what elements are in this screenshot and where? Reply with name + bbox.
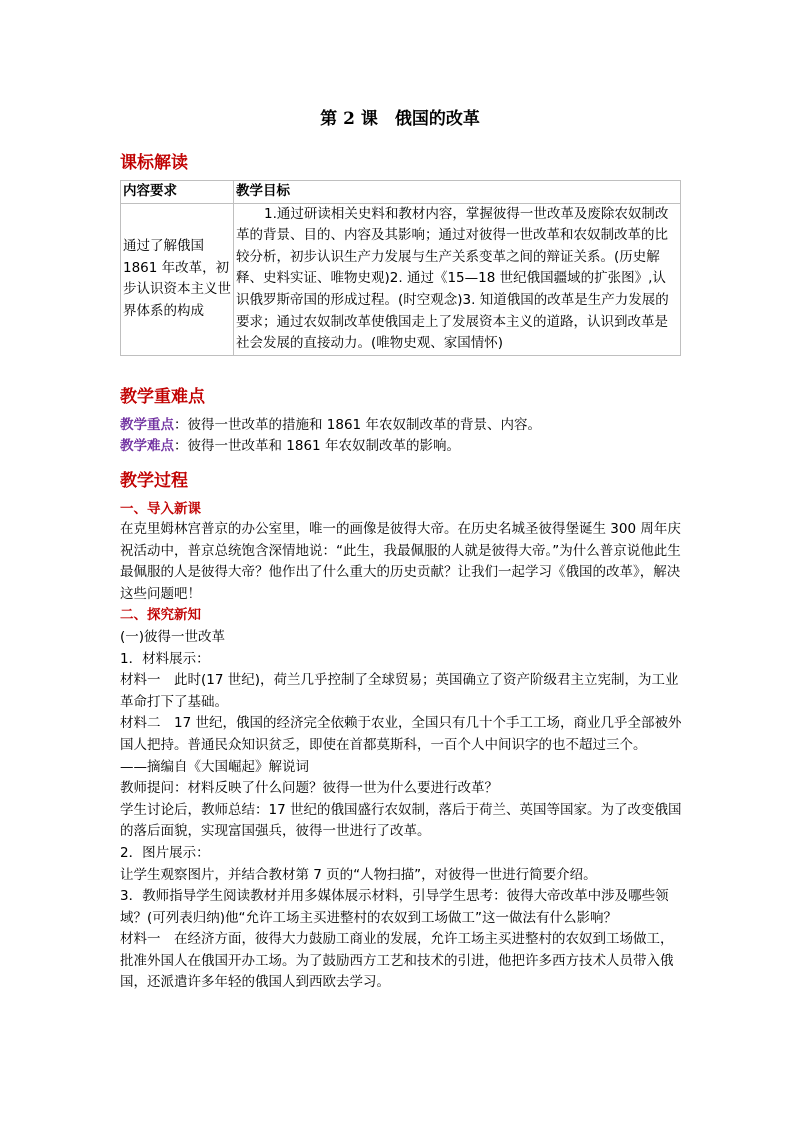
teaching-focus: [120, 415, 680, 435]
section-heading-keypoints: 教学重难点: [120, 387, 205, 407]
requirement-cell: 通过了解俄国 1861 年改革，初步认识资本主义世界体系的构成: [121, 203, 234, 355]
focus-text: ：彼得一世改革的措施和 1861 年农奴制改革的背景、内容。: [174, 417, 541, 433]
teacher-summary: 学生讨论后，教师总结：17 世纪的俄国盛行农奴制，落后于荷兰、英国等国家。为了改变俄国的落后面貌，实现富国强兵，彼得一世进行了改革。: [120, 801, 682, 840]
goals-text: 1.通过研读相关史料和教材内容，掌握彼得一世改革及废除农奴制改革的背景、目的、内容及其影响；通过对彼得一世改革和农奴制改革的比较分析，初步认识生产力发展与生产关系变革之间的辩证关系。(历史解释、史料实证、唯物史观)2. 通过《15—18 世纪俄国疆域的扩张图》,认识俄罗斯帝国的形成过程。(时空观念)3. 知道俄国的改革是生产力发展的要求；通过农奴制改革使俄国走上了发展资本主义的道路，认识到改革是社会发展的直接动力。(唯物史观、家国情怀): [236, 205, 669, 352]
step-material: 1．材料展示：: [120, 650, 210, 667]
table-header-goals: 教学目标: [234, 181, 681, 204]
process-body: [120, 519, 682, 994]
lesson-title: 第 2 课 俄国的改革: [320, 109, 480, 129]
step-guidance: 3．教师指导学生阅读教材并用多媒体展示材料，引导学生思考：彼得大帝改革中涉及哪些领域？(可列表归纳)他“允许工场主买进整村的农奴到工场做工”这一做法有什么影响？: [120, 888, 669, 926]
teacher-question: 教师提问：材料反映了什么问题？彼得一世为什么要进行改革？: [120, 780, 498, 797]
goals-cell: [234, 203, 681, 355]
material-one: 材料一 此时(17 世纪)，荷兰几乎控制了全球贸易；英国确立了资产阶级君主立宪制，为工业革命打下了基础。: [120, 672, 679, 710]
teaching-difficulty: [120, 436, 680, 456]
material-source: ——摘编自《大国崛起》解说词: [120, 758, 309, 775]
intro-paragraph: 在克里姆林宫普京的办公室里，唯一的画像是彼得大帝。在历史名城圣彼得堡诞生 300 周年庆祝活动中，普京总统饱含深情地说：“此生，我最佩服的人就是彼得大帝。”为什么普京说他此生最佩服的人是彼得大帝？他作出了什么重大的历史贡献？让我们一起学习《俄国的改革》，解决这些问题吧！: [120, 521, 681, 602]
subsection-peter: (一)彼得一世改革: [120, 628, 226, 645]
material-two: 材料二 17 世纪，俄国的经济完全依赖于农业，全国只有几十个手工工场，商业几乎全部被外国人把持。普通民众知识贫乏，即使在首都莫斯科，一百个人中间识字的也不超过三个。: [120, 715, 682, 753]
section-heading-standards: 课标解读: [120, 153, 188, 173]
difficulty-text: ：彼得一世改革和 1861 年农奴制改革的影响。: [174, 438, 460, 454]
picture-instruction: 让学生观察图片，并结合教材第 7 页的“人物扫描”，对彼得一世进行简要介绍。: [120, 866, 597, 883]
material-three: 材料一 在经济方面，彼得大力鼓励工商业的发展，允许工场主买进整村的农奴到工场做工，批准外国人在俄国开办工场。为了鼓励西方工艺和技术的引进，他把许多西方技术人员带入俄国，还派遣许多年轻的俄国人到西欧去学习。: [120, 931, 674, 991]
table-row: [121, 203, 681, 355]
step-picture: 2．图片展示：: [120, 844, 210, 861]
focus-label: 教学重点: [120, 417, 174, 433]
section-heading-process: 教学过程: [120, 471, 188, 491]
difficulty-label: 教学难点: [120, 438, 174, 454]
table-header-requirement: 内容要求: [121, 181, 234, 204]
table-header-row: [121, 181, 681, 204]
standards-table: [120, 180, 681, 356]
subheading-intro: 一、导入新课: [120, 501, 201, 517]
subheading-explore: 二、探究新知: [120, 607, 201, 624]
